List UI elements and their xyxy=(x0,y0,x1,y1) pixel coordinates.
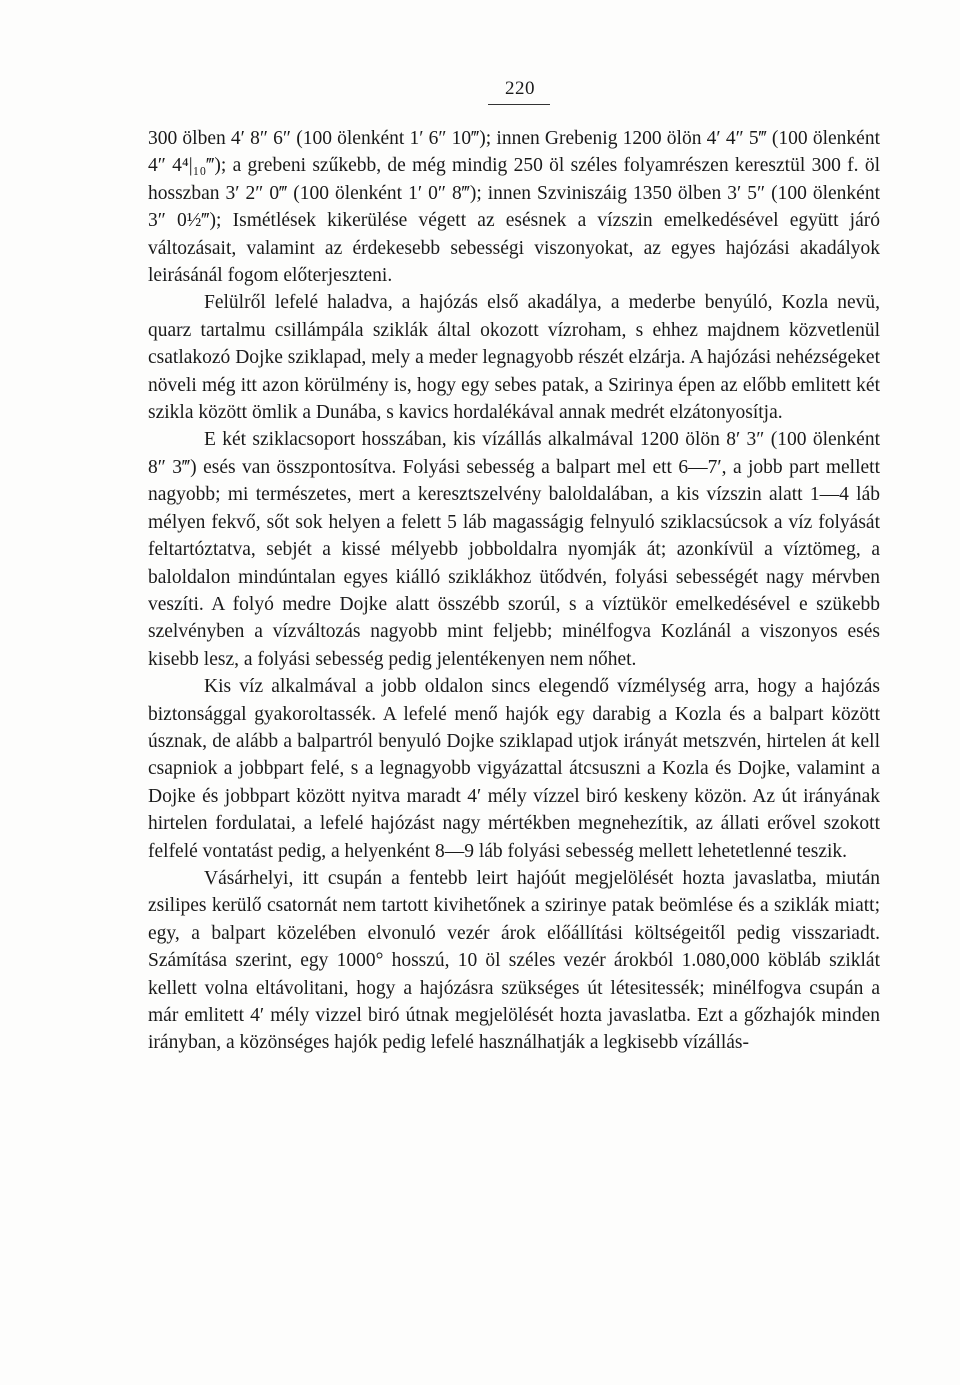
page-number: 220 xyxy=(505,78,535,99)
page-number-rule xyxy=(488,104,550,105)
paragraph: Felülről lefelé haladva, a hajózás első akadálya, a mederbe benyúló, Kozla nevü, quarz tartalmu csillámpála sziklák által okozott vízroham, s ehhez majdnem közvetlenül csatlakozó Dojke sziklapad, mely a meder legnagyobb részét elzárja. A hajózási nehézségeket növeli még itt azon körülmény is, hogy egy sebes patak, a Szirinya épen az előbb emlitett két szikla között ömlik a Dunába, s kavics hordalékával annak medrét elzátonyosítja. xyxy=(148,292,880,424)
paragraph: 300 ölben 4′ 8″ 6″ (100 ölenként 1′ 6″ 10‴); innen Grebenig 1200 ölön 4′ 4″ 5‴ (100 ölenként 4″ 4⁴|₁₀‴); a grebeni szűkebb, de még mindig 250 öl széles folyamrészen keresztül 300 f. öl hosszban 3′ 2″ 0‴ (100 ölenként 1′ 0″ 8‴); innen Szviniszáig 1350 ölben 3′ 5″ (100 ölenként 3″ 0½‴); Ismétlések kikerülése végett az esésnek a vízszin emelkedésével együtt járó változásait, valamint az érdekesebb sebességi viszonyokat, az egyes hajózási akadályok leirásánál fogom előterjeszteni. xyxy=(148,128,880,287)
paragraph: E két sziklacsoport hosszában, kis vízállás alkalmával 1200 ölön 8′ 3″ (100 ölenként 8″ 3‴) esés van összpontosítva. Folyási sebesség a balpart mel ett 6—7′, a jobb part mellett nagyobb; mi természetes, mert a keresztszelvény baloldalában, a kis vízszin alatt 1—4 láb mélyen fekvő, sőt sok helyen a felett 5 láb magasságig felnyuló sziklacsúcsok a víz folyását feltartóztatva, sebjét a kissé mélyebb jobboldalra nyomják át; azonkívül a víztömeg, a baloldalon mindúntalan egyes kiálló sziklákhoz ütődvén, folyási sebességét nagy mérvben veszíti. A folyó medre Dojke alatt összébb szorúl, s a víztükör emelkedésével e szükebb szelvényben a vízváltozás nagyobb mint feljebb; minélfogva Kozlánál a viszonyos esés kisebb lesz, a folyási sebesség pedig jelentékenyen nem nőhet. xyxy=(148,429,880,670)
paragraph: Vásárhelyi, itt csupán a fentebb leirt hajóút megjelölését hozta javaslatba, miután zsilipes kerülő csatornát nem tartott kivihetőnek a szirinye patak beömlése és a sziklák miatt; egy, a balpart közelében elvonuló vezér árok előállítási költségeitől pedig visszariadt. Számítása szerint, egy 1000° hosszú, 10 öl széles vezér árokból 1.080,000 köbláb sziklát kellett volna eltávolitani, hogy a hajózásra szükséges út létesitessék; minélfogva csupán a már emlitett 4′ mély vizzel biró útnak megjelölését hozta javaslatba. Ezt a gőzhajók minden irányban, a közönséges hajók pedig lefelé használhatják a legkisebb vízállás- xyxy=(148,867,880,1054)
paragraph: Kis víz alkalmával a jobb oldalon sincs elegendő vízmélység arra, hogy a hajózás biztonsággal gyakoroltassék. A lefelé menő hajók egy darabig a Kozla és a balpart között úsznak, de alább a balpartról benyuló Dojke sziklapad utjok irányát metszvén, hirtelen át kell csapniok a jobbpart felé, s a legnagyobb vigyázattal átcsuszni a Kozla és Dojke, valamint a Dojke és jobbpart között nyitva maradt 4′ mély vízzel biró keskeny közön. Az út irányának hirtelen fordulatai, a lefelé hajózást nagy mértékben megnehezítik, az állati erővel szokott felfelé vontatást pedig, a helyenként 8—9 láb folyási sebesség mellett lehetetlenné teszik. xyxy=(148,676,880,862)
body-text xyxy=(148,125,880,1057)
